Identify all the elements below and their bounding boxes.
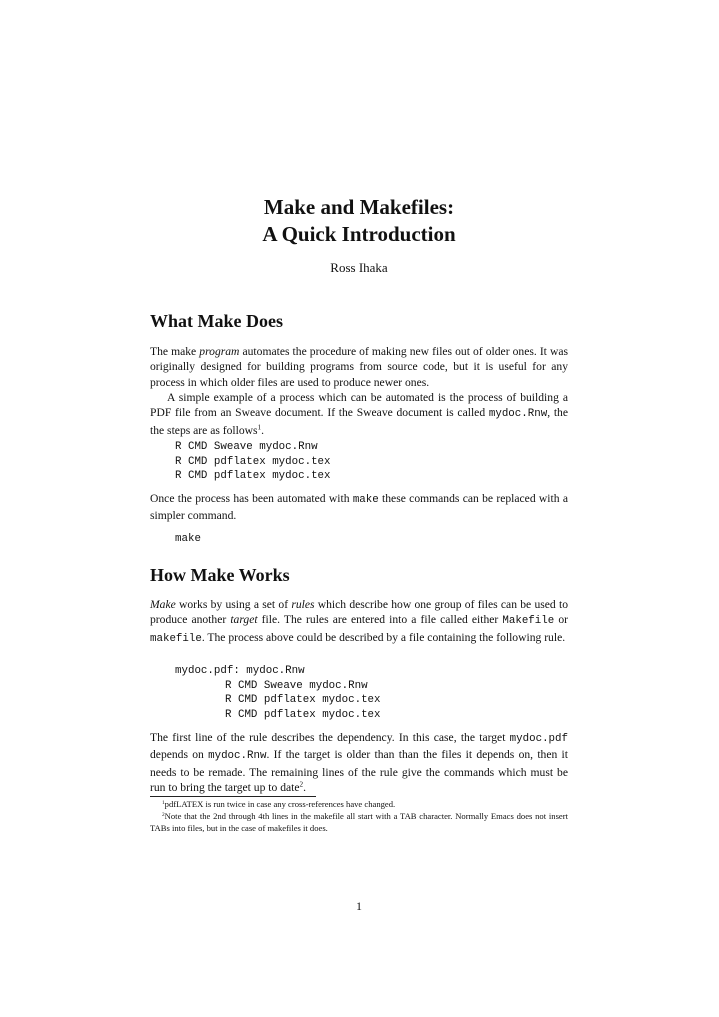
footnote-2: $^2$Note that the 2nd through 4th lines in the makefile all start with a TAB character. Normally Emacs does not insert TABs into files, but in the case of makefiles it does. [150, 811, 568, 833]
code-line: R CMD pdflatex mydoc.tex [175, 455, 331, 468]
footnote-ref-1: 1 [257, 423, 262, 432]
code-line: R CMD pdflatex mydoc.tex [175, 470, 331, 483]
section-heading-what-make-does: What Make Does [150, 311, 283, 331]
code-line: R CMD pdflatex mydoc.tex [225, 708, 381, 721]
title-line-1: Make and Makefiles: [263, 195, 455, 219]
page-number: 1 [356, 899, 362, 913]
code-line: make [175, 533, 201, 545]
code-line: R CMD pdflatex mydoc.tex [225, 694, 381, 707]
title-line-2: A Quick Introduction [262, 222, 456, 246]
code-line: R CMD Sweave mydoc.Rnw [225, 679, 368, 692]
paragraph-automated: Once the process has been automated with make these commands can be replaced with a simpler command. [150, 492, 568, 523]
footnote-1: $^1$pdfLATEX is run twice in case any cross-references have changed. [162, 799, 396, 809]
paragraph-rules: Make works by using a set of rules which describe how one group of files can be used to produce another target file. The rules are entered into a file called either Makefile or makefile. The process above could be described by a file containing the following rule. [150, 598, 568, 645]
code-line: mydoc.pdf: mydoc.Rnw [175, 665, 305, 677]
section-heading-how-make-works: How Make Works [150, 565, 290, 585]
paragraph-make-program: The make program automates the procedure of making new files out of older ones. It was originally designed for building programs from source code, but it is useful for any process in which older files are used to produce newer ones. [150, 345, 568, 389]
footnote-ref-2: 2 [299, 780, 304, 789]
paragraph-sweave-example: A simple example of a process which can be automated is the process of building a PDF file from an Sweave document. If the Sweave document is called mydoc.Rnw, the the steps are as follows$^1$. [150, 391, 568, 437]
code-block-makefile-rule [175, 664, 381, 722]
paragraph-dependency: The first line of the rule describes the dependency. In this case, the target mydoc.pdf depends on mydoc.Rnw. If the target is older than than the files it depends on, then it needs to be remade. The remaining lines of the rule give the commands which must be run to bring the target up to date$^2$. [150, 731, 568, 795]
author: Ross Ihaka [330, 260, 388, 275]
footnote-rule [150, 796, 316, 797]
code-line: R CMD Sweave mydoc.Rnw [175, 441, 318, 453]
code-block-steps [175, 440, 331, 484]
code-block-make [175, 532, 201, 547]
